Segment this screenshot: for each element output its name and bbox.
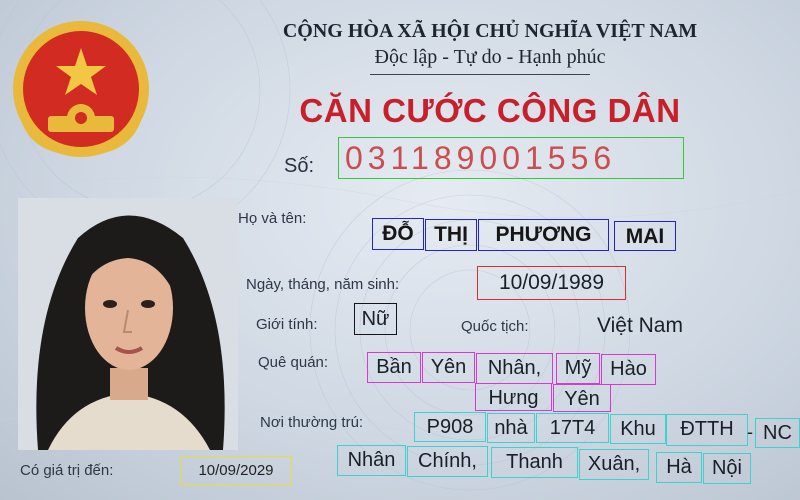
residence-separator: - bbox=[747, 422, 753, 442]
sex-value: Nữ bbox=[354, 303, 397, 335]
hometown-word: Hào bbox=[601, 354, 656, 385]
id-number-label: Số: bbox=[284, 155, 315, 177]
dob-label: Ngày, tháng, năm sinh: bbox=[246, 276, 400, 293]
residence-word: ĐTTH bbox=[666, 414, 748, 446]
residence-word: Xuân, bbox=[579, 449, 649, 480]
country-heading: CỘNG HÒA XÃ HỘI CHỦ NGHĨA VIỆT NAM bbox=[282, 20, 698, 42]
name-word: ĐỖ bbox=[372, 218, 424, 250]
dob-value: 10/09/1989 bbox=[477, 266, 626, 300]
motto-underline bbox=[370, 74, 590, 75]
residence-word: Nội bbox=[703, 453, 751, 484]
expiry-label: Có giá trị đến: bbox=[20, 462, 114, 479]
id-number: 031189001556 bbox=[338, 137, 684, 179]
expiry-value: 10/09/2029 bbox=[180, 456, 292, 486]
residence-word: 17T4 bbox=[536, 413, 609, 443]
hometown-word: Yên bbox=[553, 384, 611, 412]
name-word: MAI bbox=[614, 221, 676, 251]
hometown-word: Hưng bbox=[475, 383, 552, 411]
residence-word: Hà bbox=[656, 452, 702, 483]
name-word: PHƯƠNG bbox=[478, 219, 609, 251]
residence-word: P908 bbox=[414, 412, 486, 442]
nationality-value: Việt Nam bbox=[597, 314, 683, 337]
residence-word: Thanh bbox=[491, 447, 578, 478]
hometown-word: Mỹ bbox=[556, 353, 600, 384]
residence-word: Chính, bbox=[407, 446, 488, 477]
residence-label: Nơi thường trú: bbox=[260, 414, 364, 431]
card-title: CĂN CƯỚC CÔNG DÂN bbox=[299, 92, 681, 129]
nationality-label: Quốc tịch: bbox=[461, 318, 529, 335]
sex-label: Giới tính: bbox=[256, 316, 318, 333]
portrait-photo bbox=[18, 198, 238, 450]
hometown-word: Bần bbox=[367, 352, 421, 383]
hometown-word: Nhân, bbox=[476, 353, 553, 384]
national-emblem-icon bbox=[10, 18, 152, 160]
hometown-label: Quê quán: bbox=[258, 354, 329, 371]
residence-word: Khu bbox=[610, 414, 666, 444]
residence-word: nhà bbox=[487, 413, 535, 443]
name-label: Họ và tên: bbox=[238, 210, 307, 227]
residence-word: NC bbox=[755, 418, 800, 448]
name-word: THỊ bbox=[425, 219, 477, 251]
hometown-word: Yên bbox=[422, 352, 475, 383]
motto: Độc lập - Tự do - Hạnh phúc bbox=[374, 46, 606, 68]
residence-word: Nhân bbox=[337, 445, 406, 476]
